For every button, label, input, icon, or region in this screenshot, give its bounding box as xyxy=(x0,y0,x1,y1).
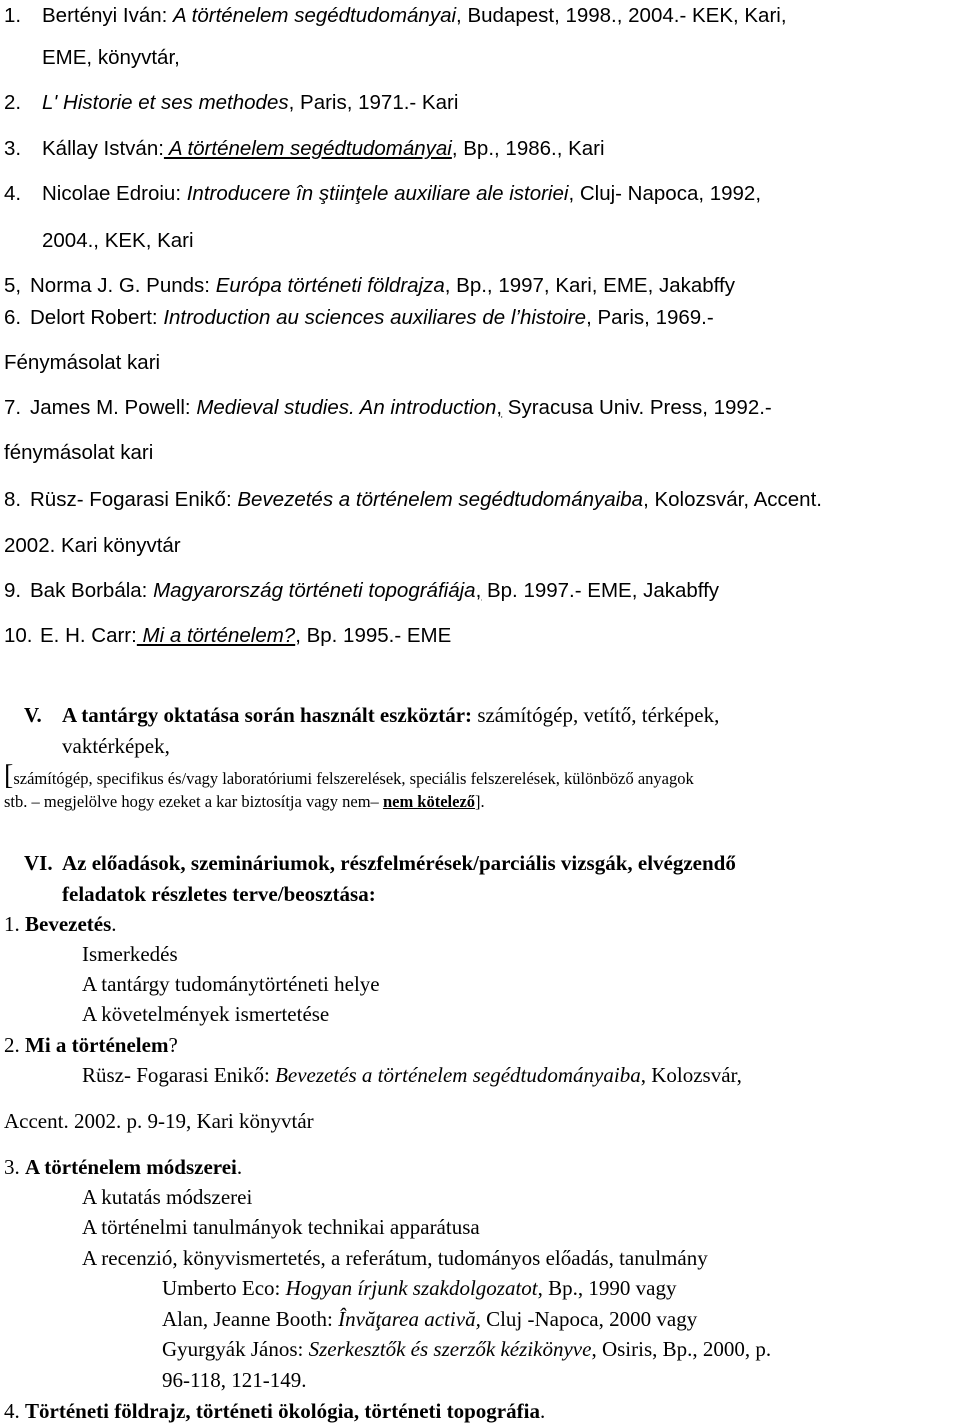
bib-item-1 xyxy=(4,3,787,29)
bib-author: Delort Robert: xyxy=(30,306,164,329)
section-v-heading xyxy=(24,702,720,728)
note-end: ]. xyxy=(475,792,485,811)
bib-item-3 xyxy=(4,136,605,162)
section-vi-heading-cont: feladatok részletes terve/beosztása: xyxy=(62,882,376,906)
note-emphasis: nem kötelező xyxy=(382,792,476,811)
bib-title: Medieval studies. An introduction xyxy=(196,396,497,419)
section-v-note xyxy=(4,760,694,792)
bib-details: , Bp., 1986., Kari xyxy=(451,137,605,160)
bib-number: 3. xyxy=(4,137,22,160)
topic-3-item: A történelmi tanulmányok technikai apparátusa xyxy=(82,1215,480,1239)
bib-title: Introduction au sciences auxiliares de l’histoire xyxy=(163,306,587,329)
bib-author: Norma J. G. Punds: xyxy=(30,274,216,297)
bib-number: 2. xyxy=(4,91,22,114)
topic-3-reference xyxy=(162,1275,676,1301)
bib-item-8-cont: 2002. Kari könyvtár xyxy=(4,534,181,557)
topic-title: A történelem módszerei xyxy=(25,1155,237,1179)
bib-details: , Kolozsvár, Accent. xyxy=(643,488,822,511)
bib-item-1-cont: EME, könyvtár, xyxy=(42,46,180,69)
topic-number: 4. xyxy=(4,1399,20,1423)
bib-item-7-cont: fénymásolat kari xyxy=(4,441,154,464)
bib-item-6 xyxy=(4,305,714,331)
bib-item-4-cont: 2004., KEK, Kari xyxy=(42,229,194,252)
topic-number: 2. xyxy=(4,1033,20,1057)
topic-number: 3. xyxy=(4,1155,20,1179)
bib-number: 5, xyxy=(4,274,22,297)
bib-details: , Budapest, 1998., 2004.- KEK, Kari, xyxy=(456,4,787,27)
bib-details: Bp. 1997.- EME, Jakabffy xyxy=(481,579,720,602)
section-vi-heading xyxy=(24,850,736,876)
topic-2-reference xyxy=(82,1062,742,1088)
bib-title: Európa történeti földrajza xyxy=(215,274,445,297)
bib-author: Bak Borbála: xyxy=(30,579,154,602)
bib-details: , Paris, 1971.- Kari xyxy=(288,91,459,114)
bib-author: Rüsz- Fogarasi Enikő: xyxy=(30,488,238,511)
ref-author: Gyurgyák János: xyxy=(162,1337,309,1361)
topic-2-reference-cont: Accent. 2002. p. 9-19, Kari könyvtár xyxy=(4,1109,314,1133)
bib-author: Kállay István: xyxy=(42,137,164,160)
bib-details: , Bp., 1997, Kari, EME, Jakabffy xyxy=(444,274,735,297)
bib-item-10 xyxy=(4,623,452,649)
topic-number: 1. xyxy=(4,912,20,936)
bib-title: Bevezetés a történelem segédtudományaiba xyxy=(237,488,644,511)
bib-author: E. H. Carr: xyxy=(40,624,137,647)
ref-author: Rüsz- Fogarasi Enikő: xyxy=(82,1063,276,1087)
ref-title: Hogyan írjunk szakdolgozatot xyxy=(285,1276,538,1300)
bib-number: 6. xyxy=(4,306,22,329)
bib-author: Nicolae Edroiu: xyxy=(42,182,187,205)
note-bracket: [ xyxy=(4,760,14,791)
section-number: VI. xyxy=(24,851,53,875)
bib-number: 8. xyxy=(4,488,22,511)
topic-4: 4. Történeti földrajz, történeti ökológia, történeti topográfia. xyxy=(4,1399,546,1423)
ref-details: , Osiris, Bp., 2000, p. xyxy=(591,1337,772,1361)
ref-details: , Bp., 1990 vagy xyxy=(537,1276,677,1300)
bib-number: 9. xyxy=(4,579,22,602)
topic-3-item: A recenzió, könyvismertetés, a referátum, tudományos előadás, tanulmány xyxy=(82,1246,708,1270)
ref-title: Szerkesztők és szerzők kézikönyve xyxy=(308,1337,592,1361)
bib-title: Introducere în ştiinţele auxiliare ale istoriei xyxy=(186,182,569,205)
bib-separator: , xyxy=(496,396,503,419)
ref-author: Alan, Jeanne Booth: xyxy=(162,1307,339,1331)
bib-title: Mi a történelem? xyxy=(136,624,296,647)
topic-1-item: A követelmények ismertetése xyxy=(82,1002,330,1026)
bib-title: A történelem segédtudományai xyxy=(163,137,452,160)
bib-details: , Bp. 1995.- EME xyxy=(295,624,452,647)
topic-3-reference xyxy=(162,1336,771,1362)
ref-details: Cluj -Napoca, 2000 vagy xyxy=(480,1307,698,1331)
topic-3-item: A kutatás módszerei xyxy=(82,1185,253,1209)
ref-title: Bevezetés a történelem segédtudományaiba xyxy=(275,1063,641,1087)
bib-item-5 xyxy=(4,273,735,299)
bib-item-7 xyxy=(4,395,772,421)
topic-3-reference-cont: 96-118, 121-149. xyxy=(162,1368,307,1392)
bib-details: , Cluj- Napoca, 1992, xyxy=(568,182,762,205)
ref-author: Umberto Eco: xyxy=(162,1276,286,1300)
bib-number: 7. xyxy=(4,396,22,419)
topic-1: 1. Bevezetés. xyxy=(4,912,117,936)
bib-details: , Paris, 1969.- xyxy=(586,306,714,329)
bib-title: L' Historie et ses methodes xyxy=(42,91,289,114)
bib-item-9 xyxy=(4,578,720,604)
bib-author: Bertényi Iván: xyxy=(42,4,174,27)
topic-3: 3. A történelem módszerei. xyxy=(4,1155,243,1179)
ref-title: Învăţarea activă, xyxy=(338,1307,481,1331)
ref-details: , Kolozsvár, xyxy=(640,1063,742,1087)
topic-title: Bevezetés xyxy=(25,912,112,936)
bib-number: 1. xyxy=(4,4,22,27)
note-line: számítógép, specifikus és/vagy laboratóriumi felszerelések, speciális felszerelések, különböző anyagok xyxy=(13,769,694,788)
section-number: V. xyxy=(24,703,42,727)
topic-3-reference xyxy=(162,1306,697,1332)
bib-title: Magyarország történeti topográfiája xyxy=(153,579,476,602)
section-title: Az előadások, szemináriumok, részfelmérések/parciális vizsgák, elvégzendő xyxy=(62,851,736,875)
topic-1-item: A tantárgy tudománytörténeti helye xyxy=(82,972,380,996)
bib-item-4 xyxy=(4,181,762,207)
bib-item-6-cont: Fénymásolat kari xyxy=(4,351,161,374)
bib-details: Syracusa Univ. Press, 1992.- xyxy=(502,396,772,419)
bib-item-2 xyxy=(4,90,459,116)
section-v-text-cont: vaktérképek, xyxy=(62,734,170,758)
bib-number: 10. xyxy=(4,624,33,647)
bib-number: 4. xyxy=(4,182,22,205)
section-title: A tantárgy oktatása során használt eszköztár: xyxy=(62,703,473,727)
bib-author: James M. Powell: xyxy=(30,396,197,419)
topic-2: 2. Mi a történelem? xyxy=(4,1033,178,1057)
bib-item-8 xyxy=(4,487,822,513)
topic-title: Történeti földrajz, történeti ökológia, történeti topográfia xyxy=(25,1399,540,1423)
topic-title: Mi a történelem xyxy=(25,1033,169,1057)
bib-separator: , xyxy=(475,579,482,602)
bib-title: A történelem segédtudományai xyxy=(173,4,457,27)
note-line: stb. – megjelölve hogy ezeket a kar biztosítja vagy nem– xyxy=(4,792,383,811)
section-text: számítógép, vetítő, térképek, xyxy=(472,703,720,727)
topic-1-item: Ismerkedés xyxy=(82,942,178,966)
section-v-note-cont xyxy=(4,789,485,815)
